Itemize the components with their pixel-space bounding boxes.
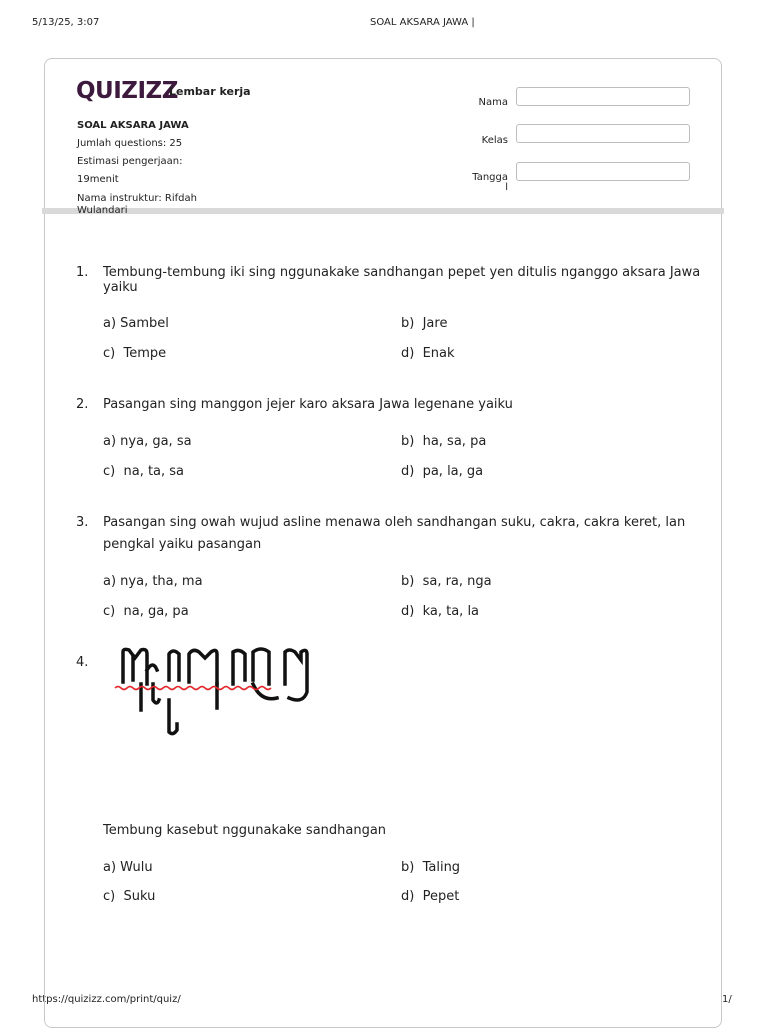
option-a: a) Sambel: [103, 316, 169, 331]
option-b: b) sa, ra, nga: [401, 574, 492, 589]
question-number: 2.: [76, 397, 89, 412]
quiz-title: SOAL AKSARA JAWA: [77, 120, 189, 131]
option-a: a) nya, ga, sa: [103, 434, 192, 449]
print-url: https://quizizz.com/print/quiz/: [32, 994, 181, 1005]
estimate-label: Estimasi pengerjaan:: [77, 156, 183, 167]
name-label: Nama: [478, 97, 508, 108]
class-label: Kelas: [481, 135, 508, 146]
question-text: Pasangan sing manggon jejer karo aksara Jawa legenane yaiku: [103, 397, 513, 412]
header-divider: [42, 208, 724, 214]
question-count: Jumlah questions: 25: [77, 138, 183, 149]
question-number: 3.: [76, 515, 89, 530]
date-label: Tangga: [472, 172, 508, 183]
class-field[interactable]: [516, 124, 690, 143]
option-a: a) Wulu: [103, 860, 153, 875]
quizizz-logo: QUIZIZZ: [76, 78, 178, 104]
option-d: d) Pepet: [401, 889, 460, 904]
option-c: c) Tempe: [103, 346, 167, 361]
option-b: b) Jare: [401, 316, 448, 331]
question-text: Pasangan sing owah wujud asline menawa oleh sandhangan suku, cakra, cakra keret, lan pengkal yaiku pasangan: [103, 515, 686, 552]
print-page-number: 1/: [722, 994, 732, 1005]
print-datetime: 5/13/25, 3:07: [32, 17, 100, 28]
date-field[interactable]: [516, 162, 690, 181]
date-label-suffix: l: [505, 182, 508, 193]
option-b: b) ha, sa, pa: [401, 434, 487, 449]
name-field[interactable]: [516, 87, 690, 106]
option-c: c) Suku: [103, 889, 156, 904]
question-number: 4.: [76, 655, 89, 670]
instructor-line-2: Wulandari: [77, 205, 128, 216]
option-d: d) Enak: [401, 346, 455, 361]
option-d: d) ka, ta, la: [401, 604, 480, 619]
option-d: d) pa, la, ga: [401, 464, 484, 479]
worksheet-subtitle: Lembar kerja: [169, 85, 251, 98]
estimate-value: 19menit: [77, 174, 119, 185]
option-c: c) na, ta, sa: [103, 464, 185, 479]
option-a: a) nya, tha, ma: [103, 574, 203, 589]
instructor-line-1: Nama instruktur: Rifdah: [77, 193, 197, 204]
javanese-script-image: [113, 640, 313, 740]
question-text: Tembung-tembung iki sing nggunakake sandhangan pepet yen ditulis nganggo aksara Jawa yaiku: [103, 265, 701, 295]
option-b: b) Taling: [401, 860, 461, 875]
print-title: SOAL AKSARA JAWA |: [370, 17, 475, 28]
question-text: Tembung kasebut nggunakake sandhangan: [103, 823, 387, 838]
question-number: 1.: [76, 265, 89, 280]
option-c: c) na, ga, pa: [103, 604, 189, 619]
